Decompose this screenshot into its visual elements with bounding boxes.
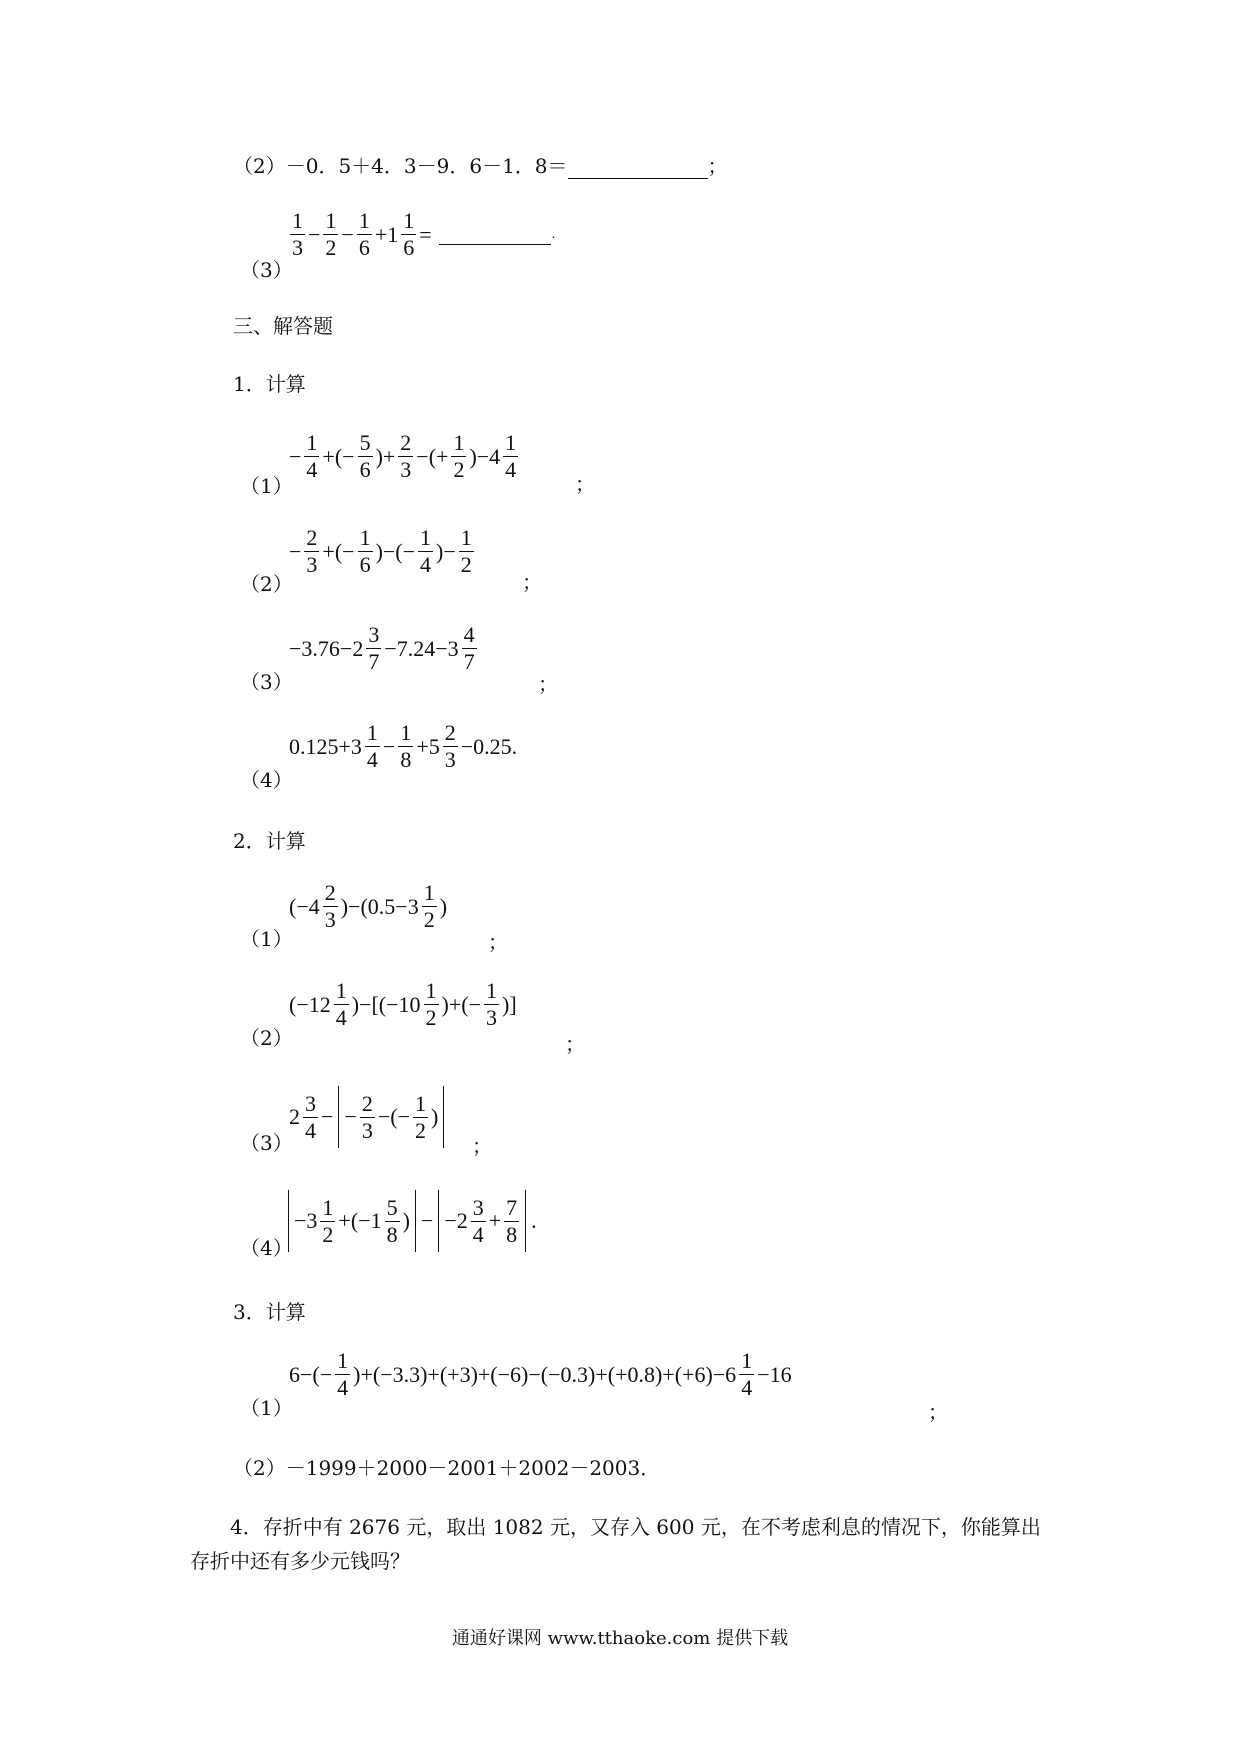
fraction: $\frac{1}{2}$ bbox=[425, 978, 437, 1030]
fraction: $\frac{1}{6}$ bbox=[403, 208, 415, 260]
q2-p2-end: ； bbox=[565, 1032, 585, 1056]
q1-p1-expr: − $\frac{1}{4}$ +(− $\frac{5}{6}$ )+ $\frac{2}{3}$ −(+ $\frac{1}{2}$ )−4 $\frac{1}{4}$ bbox=[289, 430, 517, 482]
fraction: $\frac{5}{8}$ bbox=[386, 1194, 398, 1247]
fraction: $\frac{3}{4}$ bbox=[472, 1194, 484, 1247]
fraction: $\frac{3}{7}$ bbox=[368, 622, 380, 674]
fraction: $\frac{2}{3}$ bbox=[306, 525, 318, 577]
q2-p2-expr: (−12 $\frac{1}{4}$ )−[(−10 $\frac{1}{2}$ )+(− $\frac{1}{3}$ )] bbox=[289, 978, 517, 1030]
fraction: $\frac{4}{7}$ bbox=[463, 622, 475, 674]
q1-p3-label: （3） bbox=[240, 670, 293, 694]
fraction: $\frac{1}{4}$ bbox=[335, 978, 347, 1030]
q1-p3-end: ； bbox=[538, 672, 558, 696]
q3-p1-label: （1） bbox=[240, 1396, 293, 1420]
q1-p2-end: ； bbox=[522, 570, 542, 594]
fill-item-3-expr: $\frac{1}{3}$ − $\frac{1}{2}$ − $\frac{1}{6}$ +1 $\frac{1}{6}$ = . bbox=[292, 208, 556, 260]
fraction: $\frac{1}{2}$ bbox=[322, 1194, 334, 1247]
q2-p4-label: （4） bbox=[240, 1236, 293, 1260]
q2-p1-expr: (−4 $\frac{2}{3}$ )−(0.5−3 $\frac{1}{2}$ ) bbox=[289, 880, 448, 932]
answer-blank bbox=[439, 224, 551, 245]
fraction: $\frac{1}{6}$ bbox=[358, 208, 370, 260]
q3-p2: （2）－1999＋2000－2001＋2002－2003． bbox=[233, 1456, 661, 1480]
q1-title: 1．计算 bbox=[233, 372, 306, 396]
q2-p3-expr: 2 $\frac{3}{4}$ − − $\frac{2}{3}$ −(− $\frac{1}{2}$ ) bbox=[288, 1086, 448, 1148]
fill-item-2-label: （2） bbox=[233, 154, 286, 178]
fill-item-2 bbox=[233, 150, 728, 179]
fraction: $\frac{1}{8}$ bbox=[400, 720, 412, 772]
q1-p1-label: （1） bbox=[240, 474, 293, 498]
q4-text: 4．存折中有 2676 元，取出 1082 元，又存入 600 元，在不考虑利息的情况下，你能算出存折中还有多少元钱吗？ bbox=[190, 1515, 1041, 1573]
fraction: $\frac{1}{6}$ bbox=[359, 525, 371, 577]
fraction: $\frac{3}{4}$ bbox=[305, 1090, 316, 1143]
q2-p2-label: （2） bbox=[240, 1026, 293, 1050]
abs-bar bbox=[338, 1086, 339, 1148]
abs-bar bbox=[525, 1190, 526, 1252]
q3-p1-end: ； bbox=[928, 1400, 948, 1424]
footer-credit: 通通好课网 www.tthaoke.com 提供下载 bbox=[451, 1628, 789, 1649]
fraction: $\frac{5}{6}$ bbox=[359, 430, 371, 482]
abs-bar bbox=[438, 1190, 439, 1252]
abs-bar bbox=[415, 1190, 416, 1252]
fraction: $\frac{2}{3}$ bbox=[324, 880, 336, 932]
fraction: $\frac{2}{3}$ bbox=[400, 430, 412, 482]
q2-p1-label: （1） bbox=[240, 927, 293, 951]
fill-item-3-label: （3） bbox=[240, 258, 293, 282]
fraction: $\frac{2}{3}$ bbox=[361, 1090, 373, 1143]
section-title: 三、解答题 bbox=[233, 314, 333, 338]
fraction: $\frac{1}{2}$ bbox=[414, 1090, 426, 1143]
fraction: $\frac{1}{2}$ bbox=[423, 880, 435, 932]
q1-p4-label: （4） bbox=[240, 768, 293, 792]
fraction: $\frac{1}{4}$ bbox=[505, 430, 517, 482]
q1-p3-expr: −3.76−2 $\frac{3}{7}$ −7.24−3 $\frac{4}{7}$ bbox=[289, 622, 475, 674]
fraction: $\frac{1}{4}$ bbox=[741, 1348, 753, 1400]
q2-p1-end: ； bbox=[488, 930, 508, 954]
q1-p2-label: （2） bbox=[240, 572, 293, 596]
fraction: $\frac{2}{3}$ bbox=[444, 720, 456, 772]
fraction: $\frac{1}{4}$ bbox=[420, 525, 432, 577]
fraction: $\frac{1}{3}$ bbox=[292, 208, 303, 260]
fill-item-2-expr: －0．5＋4．3－9．6－1．8＝ bbox=[285, 154, 568, 178]
q1-p2-expr: − $\frac{2}{3}$ +(− $\frac{1}{6}$ )−(− $\frac{1}{4}$ )− $\frac{1}{2}$ bbox=[289, 525, 472, 577]
fill-item-2-end: ； bbox=[707, 154, 728, 178]
q2-p3-label: （3） bbox=[240, 1131, 293, 1155]
answer-blank bbox=[568, 158, 708, 179]
q1-p1-end: ； bbox=[575, 472, 595, 496]
q2-title: 2．计算 bbox=[233, 829, 306, 853]
fraction: $\frac{1}{2}$ bbox=[453, 430, 465, 482]
fraction: $\frac{1}{4}$ bbox=[337, 1348, 349, 1400]
fraction: $\frac{1}{2}$ bbox=[325, 208, 337, 260]
q3-title: 3．计算 bbox=[233, 1300, 306, 1324]
fraction: $\frac{1}{2}$ bbox=[460, 525, 472, 577]
fraction: $\frac{1}{4}$ bbox=[306, 430, 318, 482]
fraction: $\frac{1}{3}$ bbox=[486, 978, 497, 1030]
q1-p4-expr: 0.125+3 $\frac{1}{4}$ − $\frac{1}{8}$ +5 $\frac{2}{3}$ −0.25. bbox=[289, 720, 518, 772]
abs-bar bbox=[288, 1190, 289, 1252]
fraction: $\frac{1}{4}$ bbox=[366, 720, 378, 772]
q2-p3-end: ； bbox=[472, 1134, 492, 1158]
q2-p4-expr: −3 $\frac{1}{2}$ +(−1 $\frac{5}{8}$ ) − −2 $\frac{3}{4}$ + $\frac{7}{8}$ . bbox=[284, 1190, 538, 1252]
fraction: $\frac{7}{8}$ bbox=[506, 1194, 518, 1247]
q3-p1-expr: 6−(− $\frac{1}{4}$ )+(−3.3)+(+3)+(−6)−(−0.3)+(+0.8)+(+6)−6 $\frac{1}{4}$ −16 bbox=[289, 1348, 792, 1400]
abs-bar bbox=[443, 1086, 444, 1148]
